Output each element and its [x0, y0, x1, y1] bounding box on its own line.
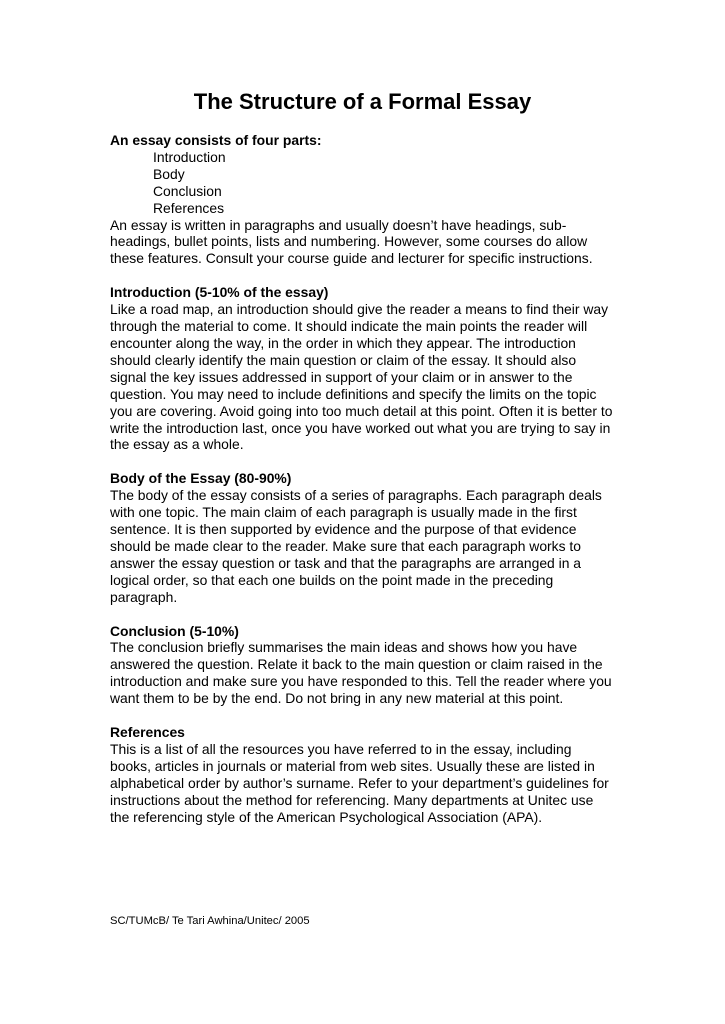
part-item-references: References [153, 199, 225, 216]
references-paragraph: This is a list of all the resources you have referred to in the essay, including books, articles in journals or material from web sites. Usually these are listed in alphabetical order by author’s surname. Refer to your department’s guidelines for instructions about the method for referencing. Many departments at Unitec use the referencing style of the American Psychological Association (APA). [110, 741, 609, 825]
parts-list [110, 149, 616, 217]
body-heading: Body of the Essay (80-90%) [110, 470, 292, 487]
part-item-introduction: Introduction [153, 148, 226, 165]
conclusion-heading: Conclusion (5-10%) [110, 622, 239, 639]
conclusion-paragraph: The conclusion briefly summarises the main ideas and shows how you have answered the question. Relate it back to the main question or claim raised in the introduction and make sure you have responded to this. Tell the reader where you want them to be by the end. Do not bring in any new material at this point. [110, 639, 612, 707]
references-heading: References [110, 724, 185, 741]
page-title: The Structure of a Formal Essay [193, 89, 532, 114]
intro-paragraph: An essay is written in paragraphs and usually doesn’t have headings, sub-headings, bullet points, lists and numbering. However, some courses do allow these features. Consult your course guide and lecturer for specific instructions. [110, 216, 593, 267]
body-paragraph: The body of the essay consists of a series of paragraphs. Each paragraph deals with one topic. The main claim of each paragraph is usually made in the first sentence. It is then supported by evidence and the purpose of that evidence should be made clear to the reader. Make sure that each paragraph works to answer the essay question or task and that the paragraphs are arranged in a logical order, so that each one builds on the point made in the preceding paragraph. [110, 487, 602, 605]
document-body [110, 132, 616, 826]
part-item-body: Body [153, 165, 185, 182]
part-item-conclusion: Conclusion [153, 182, 222, 199]
introduction-heading: Introduction (5-10% of the essay) [110, 284, 329, 301]
page-footer: SC/TUMcB/ Te Tari Awhina/Unitec/ 2005 [110, 915, 310, 927]
introduction-paragraph: Like a road map, an introduction should give the reader a means to find their way through the material to come. It should indicate the main points the reader will encounter along the way, in the order in which they appear. The introduction should clearly identify the main question or claim of the essay. It should also signal the key issues addressed in support of your claim or in answer to the question. You may need to include definitions and specify the limits on the topic you are covering. Avoid going into too much detail at this point. Often it is better to write the introduction last, once you have worked out what you are trying to say in the essay as a whole. [110, 301, 613, 453]
parts-heading: An essay consists of four parts: [110, 132, 322, 148]
